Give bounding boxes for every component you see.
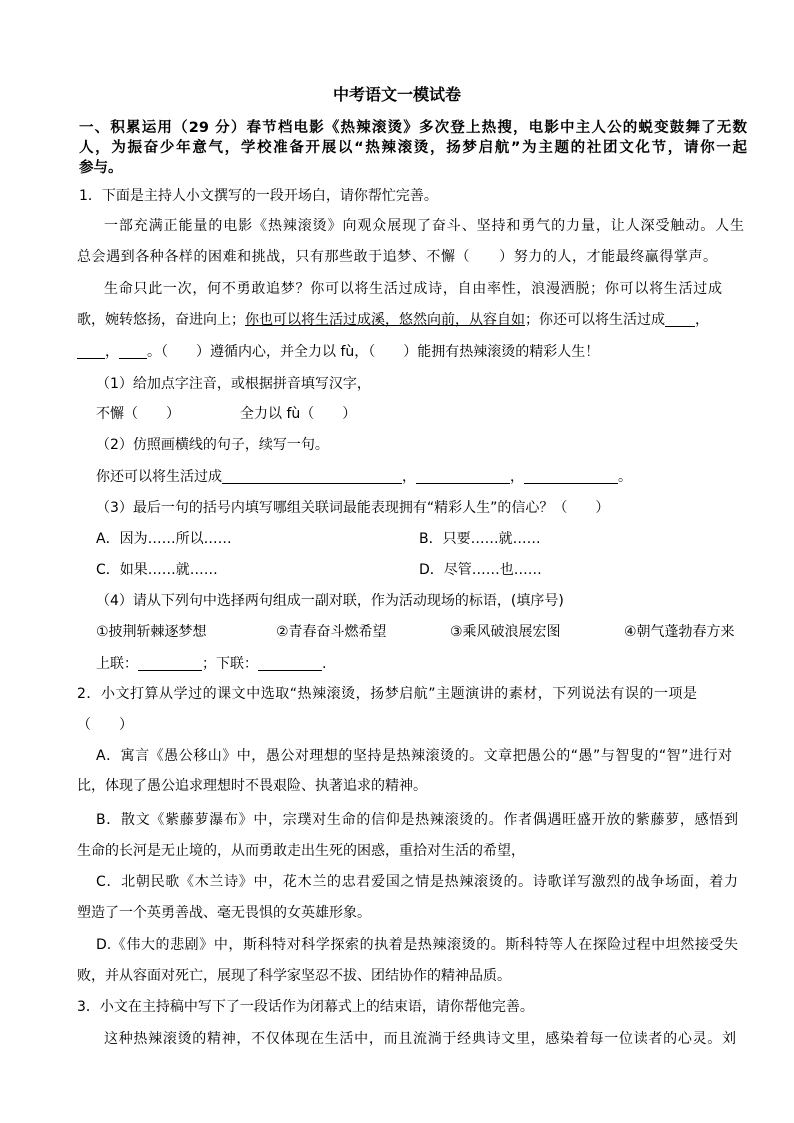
q1-paragraph2-line1: 生命只此一次，何不勇敢追梦？你可以将生活过成诗，自由率性，浪漫洒脱；你可以将生活过成 <box>104 281 722 297</box>
q1-sub3-option-c[interactable]: C．如果……就…… <box>96 562 218 578</box>
q2-option-a-line2: 比，体现了愚公追求理想时不畏艰险、执著追求的精神。 <box>77 778 427 794</box>
q1-paragraph2-line3 <box>77 344 599 360</box>
q1-sub2-blank-1[interactable] <box>222 469 402 484</box>
q1-sub2-lead: 你还可以将生活过成 <box>96 469 222 485</box>
q3-paragraph-line1: 这种热辣滚烫的精神，不仅体现在生活中，而且流淌于经典诗文里，感染着每一位读者的心灵。刘 <box>104 1031 736 1047</box>
q1-sub3-option-b[interactable]: B．只要……就…… <box>419 531 541 547</box>
q1-sub2-answer-line <box>96 469 632 485</box>
section1-heading-line1: 一、积累运用（29 分）春节档电影《热辣滚烫》多次登上热搜，电影中主人公的蜕变鼓舞了无数 <box>79 120 747 136</box>
q2-option-d-line1: D.《伟大的悲剧》中，斯科特对科学探索的执着是热辣滚烫的。斯科特等人在探险过程中坦然接受失 <box>96 937 738 953</box>
q1-paragraph1-line2: 总会遇到各种各样的困难和挑战，只有那些敢于追梦、不懈（ ）努力的人，才能最终赢得掌声。 <box>77 249 717 265</box>
q1-underlined-sentence: 你也可以将生活过成溪，悠然向前，从容自如 <box>245 312 525 328</box>
q1-blank-3[interactable] <box>119 344 147 359</box>
q2-answer-paren[interactable]: （ ） <box>77 717 133 733</box>
q1-sub4-lower-label: ；下联： <box>202 656 258 672</box>
q1-sub4-couplet-answer <box>96 656 326 672</box>
q2-option-a-line1: A．寓言《愚公移山》中，愚公对理想的坚持是热辣滚烫的。文章把愚公的“愚”与智叟的“智”进行对 <box>96 748 732 764</box>
q1-p3-comma: ， <box>105 344 119 360</box>
q1-sub4-upper-label: 上联： <box>96 656 138 672</box>
q1-sub3-option-a[interactable]: A．因为……所以…… <box>96 531 232 547</box>
q2-option-d-line2: 败，并从容面对死亡，展现了科学家坚忍不拔、团结协作的精神品质。 <box>77 968 511 984</box>
q1-paragraph1-line1: 一部充满正能量的电影《热辣滚烫》向观众展现了奋斗、坚持和勇气的力量，让人深受触动。人生 <box>104 218 744 234</box>
q1-sub2-period: 。 <box>618 469 632 485</box>
section1-heading-line2: 人，为振奋少年意气，学校准备开展以“热辣滚烫，扬梦启航”为主题的社团文化节，请你一起 <box>79 140 747 156</box>
q1-blank-1[interactable] <box>665 312 695 327</box>
q1-p2-text-d: ， <box>695 312 709 328</box>
page-title: 中考语文一模试卷 <box>332 85 461 104</box>
q1-p3-text: 。（ ）遵循内心，并全力以 fù，（ ）能拥有热辣滚烫的精彩人生！ <box>147 344 600 360</box>
q1-sub2-prompt: （2）仿照画横线的句子，续写一句。 <box>96 437 329 453</box>
q3-stem: 3．小文在主持稿中写下了一段话作为闭幕式上的结束语，请你帮他完善。 <box>77 999 534 1015</box>
q1-sub2-blank-3[interactable] <box>524 469 618 484</box>
q2-stem: 2．小文打算从学过的课文中选取“热辣滚烫，扬梦启航”主题演讲的素材，下列说法有误的一项是 <box>77 686 697 702</box>
q1-p2-text-a: 歌，婉转悠扬，奋进向上； <box>77 312 245 328</box>
q1-sub4-end: . <box>322 656 327 672</box>
q1-sub4-lower-blank[interactable] <box>258 656 322 671</box>
q1-stem: 1．下面是主持人小文撰写的一段开场白，请你帮忙完善。 <box>79 188 438 204</box>
q1-sub3-option-d[interactable]: D．尽管……也…… <box>419 562 542 578</box>
q1-sub2-comma-2: ， <box>510 469 524 485</box>
q1-sub1-item-b: 全力以 fù（ ） <box>240 406 357 422</box>
q1-sub4-upper-blank[interactable] <box>138 656 202 671</box>
q1-paragraph2-line2 <box>77 312 709 328</box>
q2-option-b-line1: B．散文《紫藤萝瀑布》中，宗璞对生命的信仰是热辣滚烫的。作者偶遇旺盛开放的紫藤萝，感悟到 <box>96 812 738 828</box>
q2-option-b-line2: 生命的长河是无止境的，从而勇敢走出生死的困惑，重拾对生活的希望， <box>77 843 525 859</box>
q1-sub1-prompt: （1）给加点字注音，或根据拼音填写汉字， <box>96 376 371 392</box>
q1-sub3-prompt: （3）最后一句的括号内填写哪组关联词最能表现拥有“精彩人生”的信心？（ ） <box>96 500 610 516</box>
q1-sub4-choice-2: ②青春奋斗燃希望 <box>276 624 387 640</box>
q1-sub1-item-a: 不懈（ ） <box>96 406 180 422</box>
q1-sub4-choice-4: ④朝气蓬勃春方来 <box>624 624 735 640</box>
q1-p2-text-c: ；你还可以将生活过成 <box>525 312 665 328</box>
q1-sub4-prompt: （4）请从下列句中选择两句组成一副对联，作为活动现场的标语，(填序号) <box>96 593 564 609</box>
q1-sub4-choice-1: ①披荆斩棘逐梦想 <box>96 624 207 640</box>
q1-sub2-blank-2[interactable] <box>416 469 510 484</box>
section1-heading-line3: 参与。 <box>79 160 123 176</box>
q1-blank-2[interactable] <box>77 344 105 359</box>
q2-option-c-line2: 塑造了一个英勇善战、毫无畏惧的女英雄形象。 <box>77 905 371 921</box>
q1-sub4-choice-3: ③乘风破浪展宏图 <box>450 624 561 640</box>
q2-option-c-line1: C．北朝民歌《木兰诗》中，花木兰的忠君爱国之情是热辣滚烫的。诗歌详写激烈的战争场面，着力 <box>96 874 738 890</box>
q1-sub2-comma-1: ， <box>402 469 416 485</box>
